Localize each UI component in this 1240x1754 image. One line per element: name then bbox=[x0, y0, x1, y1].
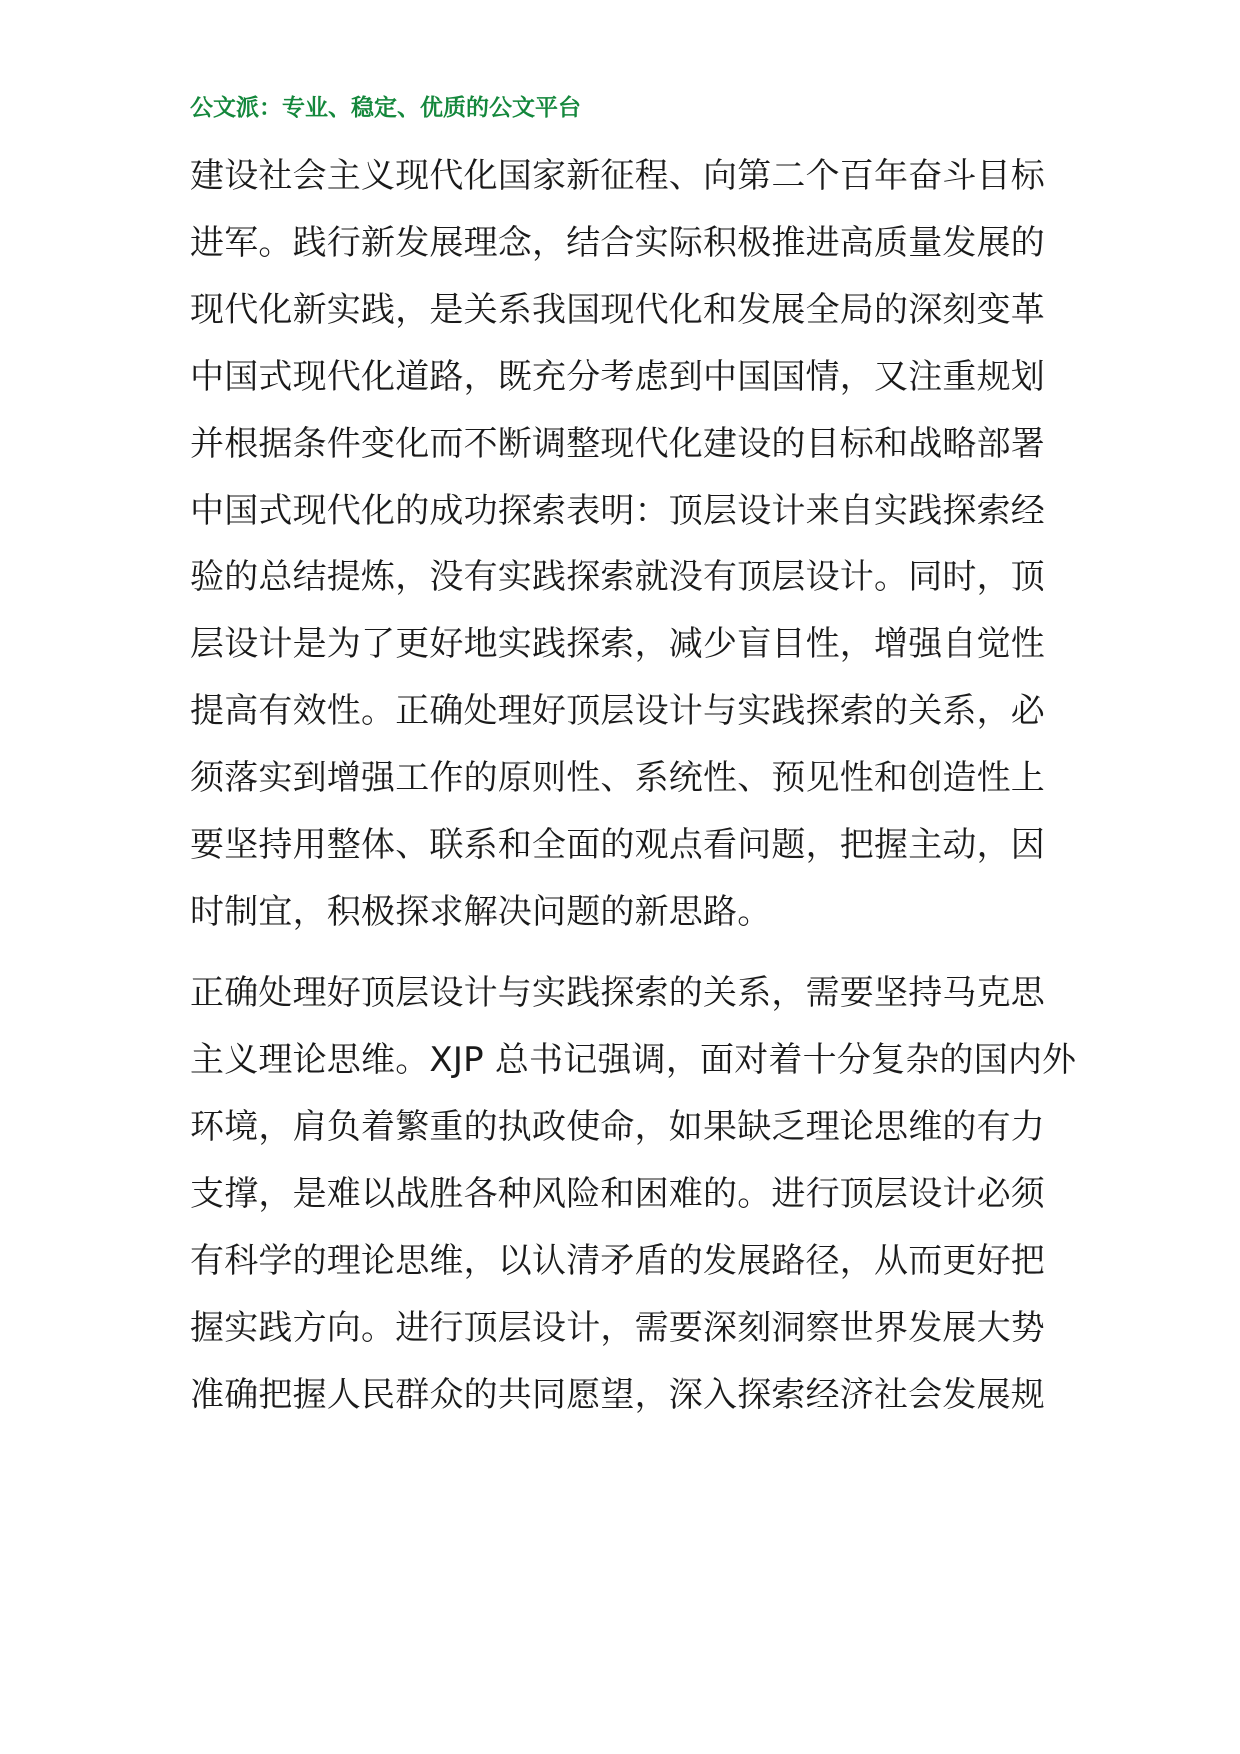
paragraph-line: 建设社会主义现代化国家新征程、向第二个百年奋斗目标 bbox=[190, 156, 1045, 196]
site-header: 公文派：专业、稳定、优质的公文平台 bbox=[190, 95, 581, 121]
paragraph-line: 并根据条件变化而不断调整现代化建设的目标和战略部署 bbox=[190, 424, 1045, 464]
paragraph-line: 时制宜，积极探求解决问题的新思路。 bbox=[190, 892, 772, 932]
paragraph-line: 支撑，是难以战胜各种风险和困难的。进行顶层设计必须 bbox=[190, 1174, 1045, 1214]
paragraph-line: 提高有效性。正确处理好顶层设计与实践探索的关系，必 bbox=[190, 691, 1045, 731]
paragraph-line: 须落实到增强工作的原则性、系统性、预见性和创造性上 bbox=[190, 758, 1045, 798]
paragraph-line: 正确处理好顶层设计与实践探索的关系，需要坚持马克思 bbox=[190, 973, 1045, 1013]
paragraph-line: 中国式现代化道路，既充分考虑到中国国情，又注重规划 bbox=[190, 357, 1045, 397]
paragraph-line: 层设计是为了更好地实践探索，减少盲目性，增强自觉性 bbox=[190, 624, 1045, 664]
paragraph-line: 现代化新实践，是关系我国现代化和发展全局的深刻变革 bbox=[190, 290, 1045, 330]
paragraph-line: 准确把握人民群众的共同愿望，深入探索经济社会发展规 bbox=[190, 1375, 1045, 1415]
paragraph-line: 中国式现代化的成功探索表明：顶层设计来自实践探索经 bbox=[190, 491, 1045, 531]
paragraph-line: 进军。践行新发展理念，结合实际积极推进高质量发展的 bbox=[190, 223, 1045, 263]
paragraph-line: 有科学的理论思维，以认清矛盾的发展路径，从而更好把 bbox=[190, 1241, 1045, 1281]
paragraph-line: 握实践方向。进行顶层设计，需要深刻洞察世界发展大势 bbox=[190, 1308, 1045, 1348]
paragraph-line: 验的总结提炼，没有实践探索就没有顶层设计。同时，顶 bbox=[190, 557, 1045, 597]
paragraph-line: 主义理论思维。XJP 总书记强调，面对着十分复杂的国内外 bbox=[190, 1040, 1077, 1080]
paragraph-line: 环境，肩负着繁重的执政使命，如果缺乏理论思维的有力 bbox=[190, 1107, 1045, 1147]
paragraph-line: 要坚持用整体、联系和全面的观点看问题，把握主动，因 bbox=[190, 825, 1045, 865]
